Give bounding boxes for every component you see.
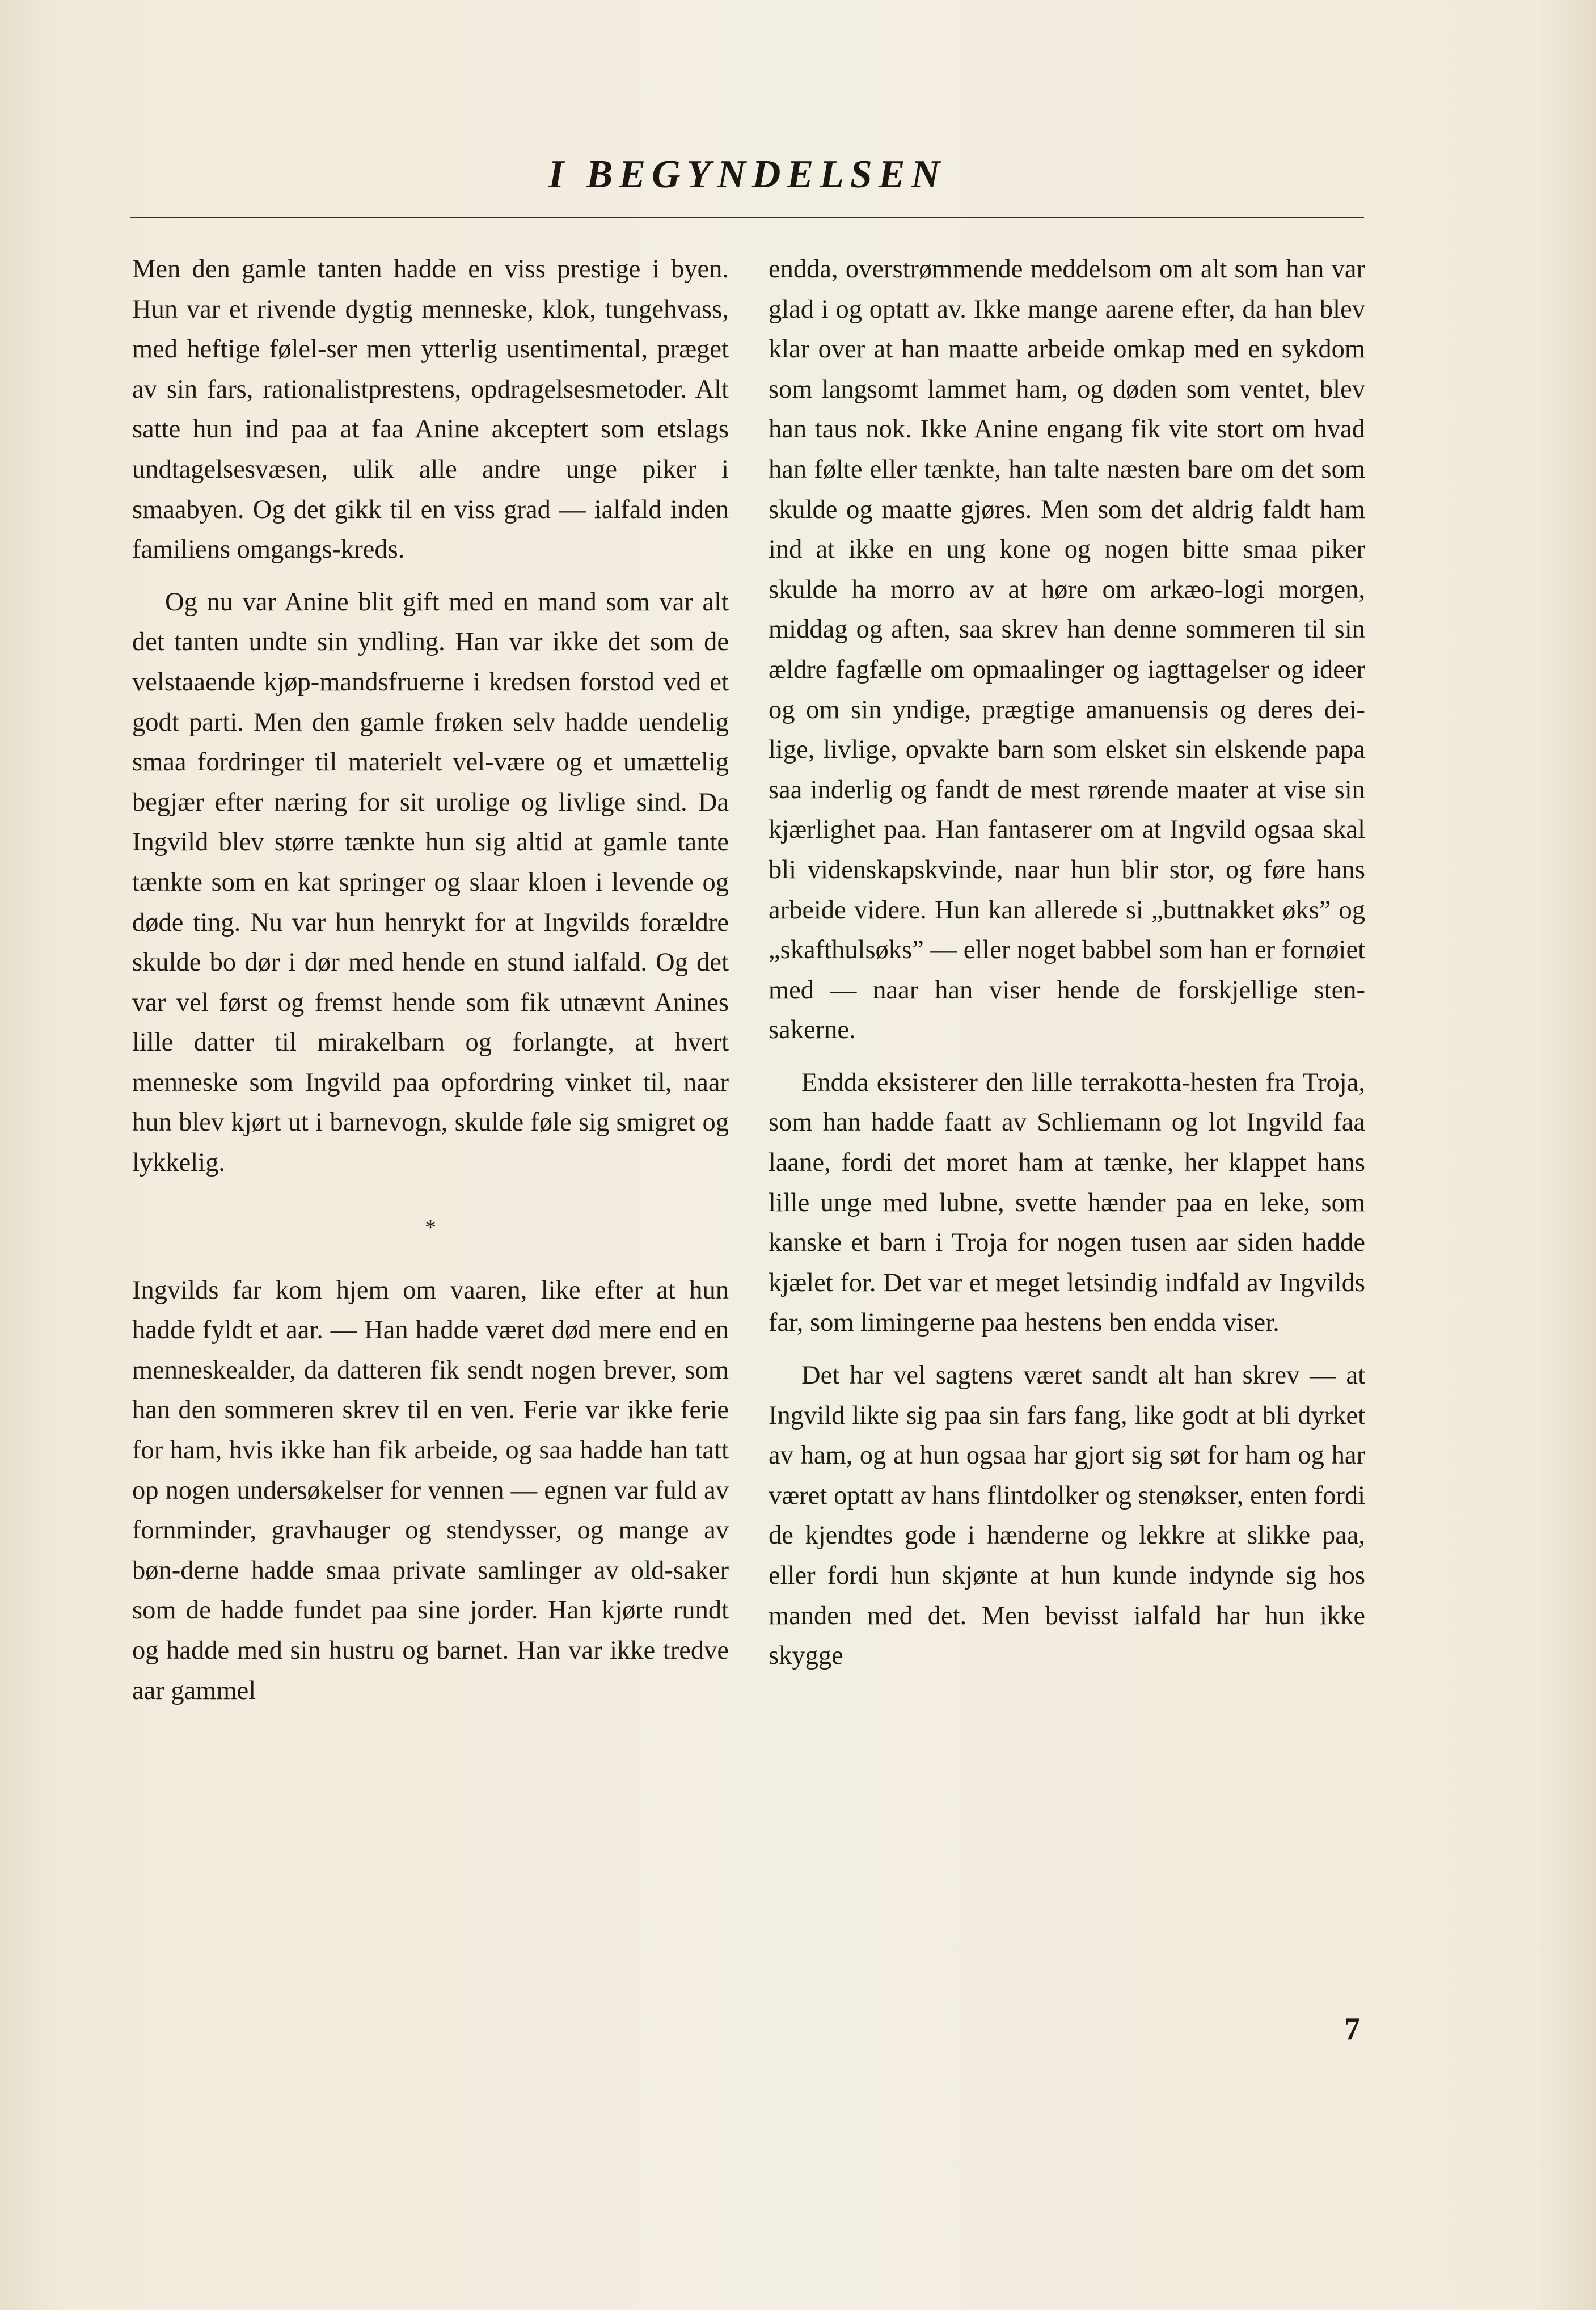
header-rule <box>130 217 1364 218</box>
section-separator: * <box>425 1214 436 1240</box>
left-column <box>132 250 729 1711</box>
running-header <box>130 152 1364 197</box>
right-column <box>769 250 1365 1676</box>
paragraph: Endda eksisterer den lille terrakotta-hesten fra Troja, som han hadde faatt av Schliemann og lot Ingvild faa laane, fordi det moret ham at tænke, her klappet hans lille unge med lubne, svette hænder paa en leke, som kanske et barn i Troja for nogen tusen aar siden hadde kjælet for. Det var et meget letsindig indfald av Ingvilds far, som limingerne paa hestens ben endda viser. <box>769 1068 1365 1338</box>
paragraph: Og nu var Anine blit gift med en mand som var alt det tanten undte sin yndling. Han var ikke det som de velstaaende kjøp-mandsfruerne i kredsen forstod ved et godt parti. Men den gamle frøken selv hadde uendelig smaa fordringer til materielt vel-være og et umættelig begjær efter næring for sit urolige og livlige sind. Da Ingvild blev større tænkte hun sig altid at gamle tante tænkte som en kat springer og slaar kloen i levende og døde ting. Nu var hun henrykt for at Ingvilds forældre skulde bo dør i dør med hende en stund ialfald. Og det var vel først og fremst hende som fik utnævnt Anines lille datter til mirakelbarn og forlangte, at hvert menneske som Ingvild paa opfordring vinket til, naar hun blev kjørt ut i barnevogn, skulde føle sig smigret og lykkelig. <box>132 587 729 1178</box>
paragraph: Ingvilds far kom hjem om vaaren, like efter at hun hadde fyldt et aar. — Han hadde været død mere end en menneskealder, da datteren fik sendt nogen brever, som han den sommeren skrev til en ven. Ferie var ikke ferie for ham, hvis ikke han fik arbeide, og saa hadde han tatt op nogen undersøkelser for vennen — egnen var fuld av fornminder, gravhauger og stendysser, og mange av bøn-derne hadde smaa private samlinger av old-saker som de hadde fundet paa sine jorder. Han kjørte rundt og hadde med sin hustru og barnet. Han var ikke tredve aar gammel <box>132 1275 729 1705</box>
page-number: 7 <box>1344 2012 1360 2047</box>
paragraph: Men den gamle tanten hadde en viss prestige i byen. Hun var et rivende dygtig menneske, klok, tungehvass, med heftige følel-ser men ytterlig usentimental, præget av sin fars, rationalistprestens, opdragelsesmetoder. Alt satte hun ind paa at faa Anine akceptert som etslags undtagelsesvæsen, ulik alle andre unge piker i smaabyen. Og det gikk til en viss grad — ialfald inden familiens omgangs-kreds. <box>132 255 729 564</box>
paragraph: Det har vel sagtens været sandt alt han skrev — at Ingvild likte sig paa sin fars fang, like godt at bli dyrket av ham, og at hun ogsaa har gjort sig søt for ham og har været optatt av hans flintdolker og stenøkser, enten fordi de kjendtes gode i hænderne og lekkre at slikke paa, eller fordi hun skjønte at hun kunde indynde sig hos manden med det. Men bevisst ialfald har hun ikke skygge <box>769 1361 1365 1671</box>
chapter-title: I BEGYNDELSEN <box>548 153 947 196</box>
paragraph-continuation: endda, overstrømmende meddelsom om alt som han var glad i og optatt av. Ikke mange aarene efter, da han blev klar over at han maatte arbeide omkap med en sykdom som langsomt lammet ham, og døden som ventet, blev han taus nok. Ikke Anine engang fik vite stort om hvad han følte eller tænkte, han talte næsten bare om det som skulde og maatte gjøres. Men som det aldrig faldt ham ind at ikke en ung kone og nogen bitte smaa piker skulde ha morro av at høre om arkæo-logi morgen, middag og aften, saa skrev han denne sommeren til sin ældre fagfælle om opmaalinger og iagttagelser og ideer og om sin yndige, prægtige amanuensis og deres dei-lige, livlige, opvakte barn som elsket sin elskende papa saa inderlig og fandt de mest rørende maater at vise sin kjærlighet paa. Han fantaserer om at Ingvild ogsaa skal bli videnskapskvinde, naar hun blir stor, og føre hans arbeide videre. Hun kan allerede si „buttnakket øks” og „skafthulsøks” — eller noget babbel som han er fornøiet med — naar han viser hende de forskjellige sten-sakerne. <box>769 255 1365 1045</box>
